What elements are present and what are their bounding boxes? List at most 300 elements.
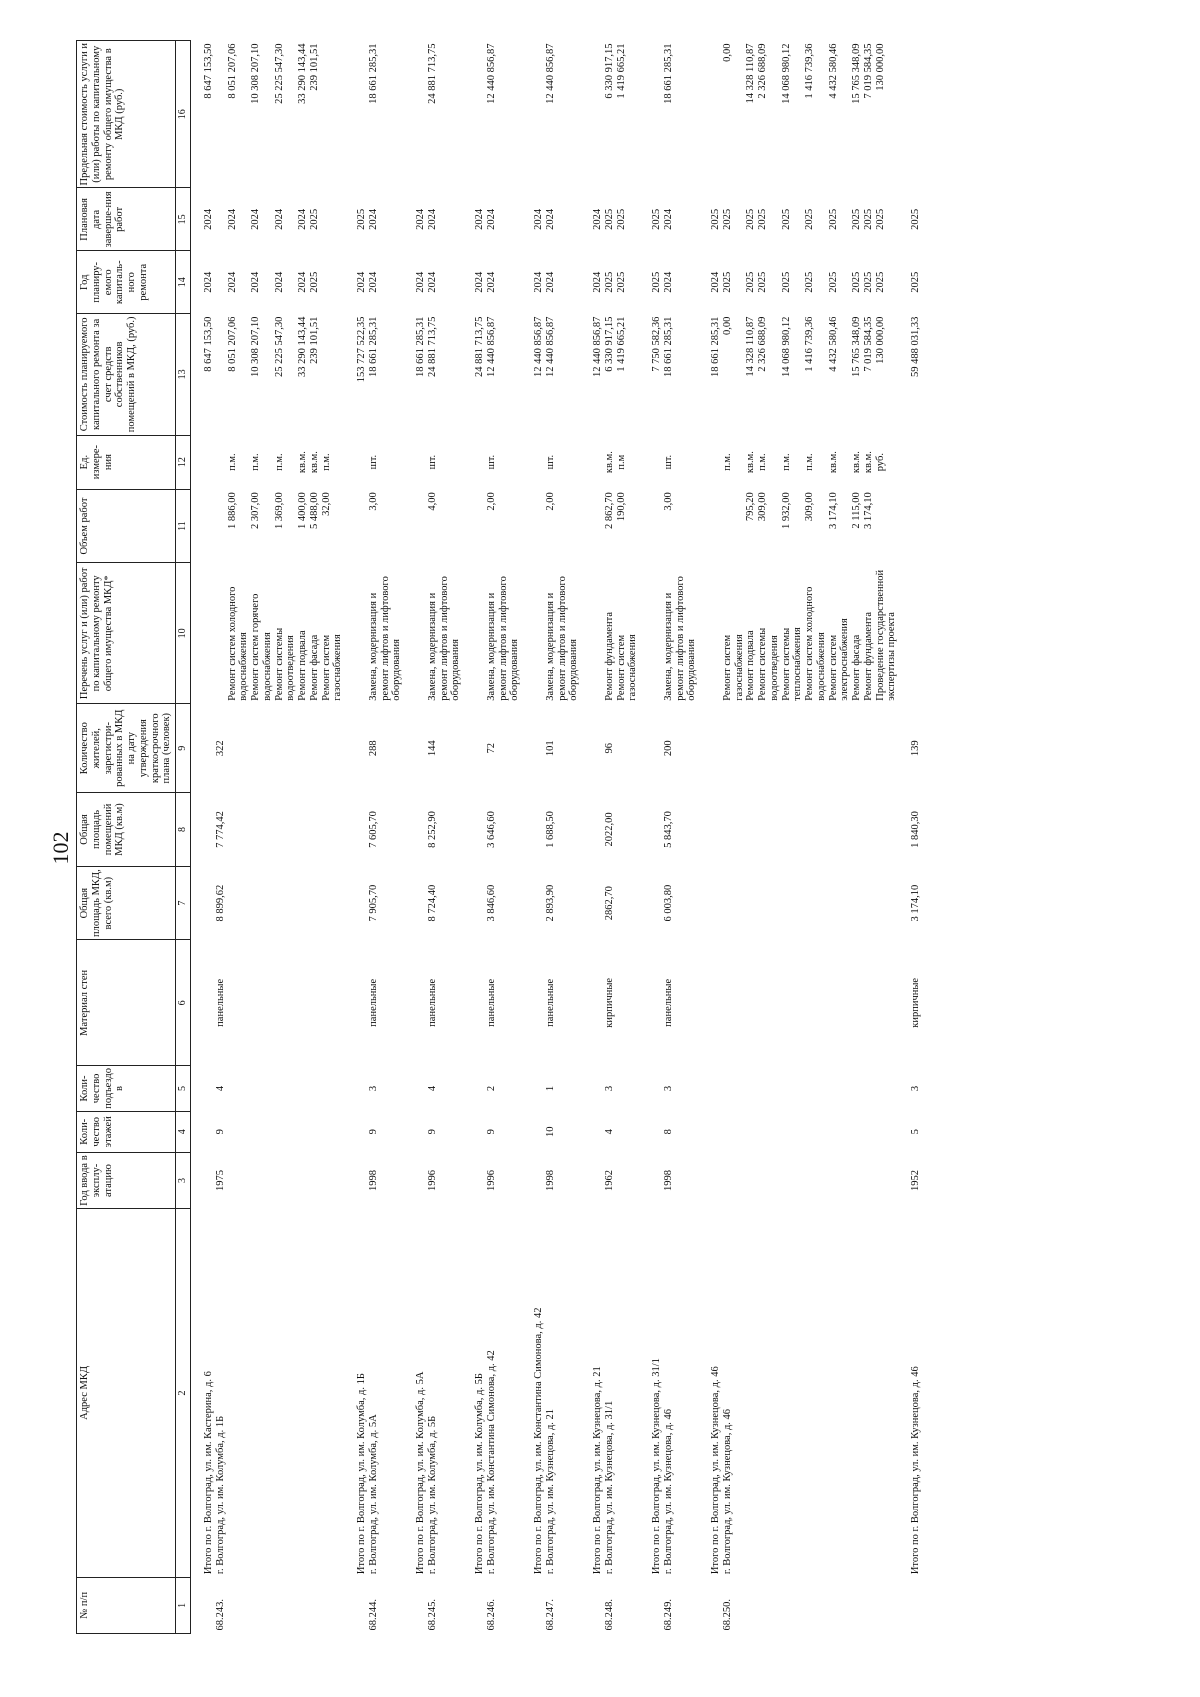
cell-num: 68.244.	[367, 1599, 379, 1631]
cell-area2	[274, 793, 298, 867]
cell-num	[898, 1577, 922, 1633]
cell-addr: г. Волгоград, ул. им. Колумба, д. 1Б	[214, 1415, 226, 1575]
cell-v15: 2024	[662, 208, 674, 230]
cell-unit: кв.м.	[851, 451, 862, 474]
cell-res	[698, 704, 722, 793]
header-col-8: Общая площадь помещений МКД (кв.м)	[77, 793, 176, 867]
column-number-6: 6	[176, 940, 191, 1066]
cell-v14: 2024	[592, 271, 603, 293]
cell-year	[745, 1152, 757, 1208]
cell-res: 96	[603, 742, 615, 754]
cell-year	[191, 1152, 215, 1208]
cell-v14: 2025	[874, 271, 886, 293]
building-row	[427, 41, 462, 1634]
cell-floors: 8	[662, 1129, 674, 1135]
cell-unit: руб.	[874, 453, 886, 472]
column-number-1: 1	[176, 1577, 191, 1633]
cell-entr	[521, 1066, 545, 1112]
work-row	[745, 41, 757, 1634]
cell-v15: 2025	[862, 208, 874, 230]
cell-v14: 2025	[721, 271, 733, 293]
cell-area	[403, 866, 427, 940]
cell-floors	[344, 1111, 368, 1152]
cell-v13: 12 440 856,87	[592, 316, 603, 378]
cell-addr: Итого по г. Волгоград, ул. им. Кастерина, д. 6	[203, 1371, 214, 1575]
work-row	[321, 41, 345, 1634]
cell-unit	[403, 435, 427, 489]
cell-addr: г. Волгоград, ул. им. Кузнецова, д. 46	[662, 1408, 674, 1575]
cell-year	[639, 1152, 663, 1208]
cell-res	[321, 704, 345, 793]
cell-vol	[580, 489, 604, 563]
cell-unit: кв.м.	[745, 451, 757, 474]
cell-vol	[722, 489, 746, 563]
cell-v13: 24 881 713,75	[426, 316, 438, 378]
cell-floors	[403, 1111, 427, 1152]
cell-v14: 2024	[662, 271, 674, 293]
cell-area: 3 846,60	[485, 884, 497, 922]
cell-floors	[851, 1111, 863, 1152]
cell-wall	[580, 940, 604, 1066]
cell-v14: 2025	[603, 271, 615, 293]
cell-v13: 153 727 522,35	[356, 316, 367, 383]
cell-num	[828, 1577, 852, 1633]
work-row	[227, 41, 251, 1634]
cell-area2	[309, 793, 321, 867]
cell-entr	[321, 1066, 345, 1112]
cell-num	[462, 1577, 486, 1633]
cell-res	[828, 704, 852, 793]
cell-v15: 2024	[203, 208, 214, 230]
cell-addr	[321, 1209, 345, 1577]
cell-v16: 15 765 348,09	[851, 43, 862, 104]
cell-work	[462, 563, 486, 704]
cell-v14: 2024	[203, 271, 214, 293]
cell-floors	[828, 1111, 852, 1152]
cell-wall: кирпичные	[603, 977, 615, 1028]
cell-num: 68.246.	[485, 1599, 497, 1631]
cell-v15: 2024	[273, 208, 285, 230]
cell-res	[250, 704, 274, 793]
cell-v15: 2025	[651, 208, 662, 230]
work-row	[828, 41, 852, 1634]
cell-wall	[344, 940, 368, 1066]
cell-entr	[344, 1066, 368, 1112]
cell-work: Замена, модернизация и ремонт лифтов и лифтового оборудования	[662, 576, 698, 701]
cell-vol: 32,00	[320, 492, 332, 516]
column-number-16: 16	[176, 41, 191, 188]
cell-wall: панельные	[662, 978, 674, 1027]
cell-vol: 2 115,00	[851, 492, 862, 529]
column-number-12: 12	[176, 435, 191, 489]
cell-floors	[521, 1111, 545, 1152]
cell-addr: г. Волгоград, ул. им. Кузнецова, д. 46	[721, 1408, 733, 1575]
column-number-14: 14	[176, 251, 191, 314]
cell-v13: 2 326 688,09	[757, 316, 768, 372]
cell-work	[521, 563, 545, 704]
cell-area2	[462, 793, 486, 867]
work-row	[875, 41, 899, 1634]
cell-res	[521, 704, 545, 793]
cell-area	[321, 866, 345, 940]
cell-v13: 10 308 207,10	[250, 316, 261, 378]
cell-area: 3 174,10	[910, 884, 921, 922]
cell-unit	[698, 435, 722, 489]
cell-v13: 239 101,51	[308, 316, 320, 364]
cell-entr	[639, 1066, 663, 1112]
cell-addr: Итого по г. Волгоград, ул. им. Колумба, д. 5А	[415, 1371, 426, 1575]
cell-addr	[757, 1209, 781, 1577]
cell-v13: 7 750 582,36	[651, 316, 662, 372]
cell-v13	[321, 314, 345, 435]
cell-num	[309, 1577, 321, 1633]
cell-area2: 1 840,30	[910, 811, 921, 848]
cell-unit: п.м.	[320, 453, 332, 471]
cell-area	[875, 866, 899, 940]
work-row	[863, 41, 875, 1634]
header-col-6: Материал стен	[77, 940, 176, 1066]
cell-v14: 2024	[485, 271, 497, 293]
cell-v16: 18 661 285,31	[662, 43, 674, 104]
cell-v15	[215, 188, 227, 251]
cell-res	[403, 704, 427, 793]
cell-entr	[781, 1066, 805, 1112]
cell-wall: панельные	[485, 978, 497, 1027]
cell-v16: 14 068 980,12	[780, 43, 792, 104]
cell-num	[851, 1577, 863, 1633]
cell-year	[722, 1152, 746, 1208]
cell-v15: 2024	[485, 208, 497, 230]
cell-floors	[274, 1111, 298, 1152]
cell-area: 8 899,62	[214, 884, 226, 922]
cell-addr	[745, 1209, 757, 1577]
cell-area2	[757, 793, 781, 867]
cell-unit: п.м.	[721, 453, 733, 471]
column-number-9: 9	[176, 704, 191, 793]
cell-area2	[698, 793, 722, 867]
cell-addr: г. Волгоград, ул. им. Колумба, д. 5А	[367, 1414, 379, 1575]
cell-v14: 2025	[757, 271, 768, 293]
cell-v13: 25 225 547,30	[273, 316, 285, 378]
cell-area	[462, 866, 486, 940]
cell-area2: 8 252,90	[426, 811, 438, 848]
cell-addr	[616, 1209, 640, 1577]
cell-v14: 2024	[273, 271, 285, 293]
cell-vol: 309,00	[757, 492, 768, 522]
cell-vol: 3 174,10	[862, 492, 874, 529]
cell-addr: г. Волгоград, ул. им. Кузнецова, д. 21	[544, 1408, 556, 1575]
cell-floors	[227, 1111, 251, 1152]
cell-wall	[274, 940, 298, 1066]
cell-num	[297, 1577, 309, 1633]
cell-addr	[309, 1209, 321, 1577]
cell-v13: 8 051 207,06	[226, 316, 238, 372]
cell-addr	[851, 1209, 863, 1577]
cell-v14: 2025	[780, 271, 792, 293]
cell-floors: 4	[603, 1129, 615, 1135]
cell-entr	[274, 1066, 298, 1112]
cell-v13: 1 416 739,36	[804, 316, 815, 372]
cell-wall	[851, 940, 863, 1066]
cell-v13: 15 765 348,09	[851, 316, 862, 378]
cell-area	[863, 866, 875, 940]
cell-v13: 12 440 856,87	[544, 316, 556, 378]
cell-res	[227, 704, 251, 793]
building-row	[545, 41, 580, 1634]
cell-addr	[250, 1209, 274, 1577]
cell-v14: 2025	[651, 271, 662, 293]
cell-v13: 6 330 917,15	[603, 316, 615, 372]
work-row	[309, 41, 321, 1634]
work-row	[250, 41, 274, 1634]
cell-res	[781, 704, 805, 793]
cell-num: 68.248.	[603, 1599, 615, 1631]
cell-year	[462, 1152, 486, 1208]
cell-res: 139	[910, 740, 921, 757]
cell-num	[403, 1577, 427, 1633]
cell-v15: 2025	[804, 208, 815, 230]
cell-res	[722, 704, 746, 793]
cell-work: Замена, модернизация и ремонт лифтов и лифтового оборудования	[426, 576, 462, 701]
cell-entr	[828, 1066, 852, 1112]
header-col-11: Объем работ	[77, 489, 176, 563]
total-row	[698, 41, 722, 1634]
cell-v16: 8 647 153,50	[203, 43, 214, 99]
cell-addr	[804, 1209, 828, 1577]
cell-unit: п.м.	[226, 453, 238, 471]
cell-v14: 2024	[297, 271, 308, 293]
cell-year	[580, 1152, 604, 1208]
cell-area	[781, 866, 805, 940]
cell-v14: 2024	[426, 271, 438, 293]
cell-entr	[580, 1066, 604, 1112]
cell-unit: п.м.	[757, 453, 768, 471]
cell-v16	[521, 41, 545, 188]
cell-wall	[875, 940, 899, 1066]
work-row	[851, 41, 863, 1634]
cell-area2	[227, 793, 251, 867]
cell-vol	[639, 489, 663, 563]
cell-floors	[639, 1111, 663, 1152]
column-number-3: 3	[176, 1152, 191, 1208]
cell-work: Ремонт подвала	[745, 630, 757, 701]
cell-res	[875, 704, 899, 793]
work-row	[757, 41, 781, 1634]
cell-v16: 239 101,51	[308, 43, 320, 91]
cell-area2: 7 605,70	[367, 811, 379, 848]
total-row	[580, 41, 604, 1634]
cell-entr	[851, 1066, 863, 1112]
cell-entr	[698, 1066, 722, 1112]
cell-unit: п.м.	[780, 453, 792, 471]
cell-v13: 18 661 285,31	[662, 316, 674, 378]
total-row	[191, 41, 215, 1634]
cell-floors: 10	[544, 1126, 556, 1138]
cell-year	[828, 1152, 852, 1208]
cell-wall	[804, 940, 828, 1066]
cell-v16: 1 416 739,36	[804, 43, 815, 99]
cell-v15: 2025	[780, 208, 792, 230]
cell-v15: 2024	[474, 208, 485, 230]
cell-area2: 1 688,50	[544, 811, 556, 848]
cell-v16: 8 051 207,06	[226, 43, 238, 99]
cell-num	[745, 1577, 757, 1633]
cell-unit	[898, 435, 922, 489]
cell-entr	[309, 1066, 321, 1112]
cell-unit: п.м	[615, 454, 627, 470]
cell-work	[639, 563, 663, 704]
cell-v15: 2024	[250, 208, 261, 230]
cell-res	[191, 704, 215, 793]
cell-area	[191, 866, 215, 940]
cell-v14: 2024	[415, 271, 426, 293]
cell-unit: кв.м.	[297, 451, 308, 474]
building-row	[604, 41, 616, 1634]
cell-area2	[828, 793, 852, 867]
cell-v13: 12 440 856,87	[533, 316, 544, 378]
cell-addr	[863, 1209, 875, 1577]
cell-entr: 3	[367, 1085, 379, 1092]
cell-num: 68.245.	[426, 1599, 438, 1631]
cell-area	[344, 866, 368, 940]
cell-wall	[828, 940, 852, 1066]
cell-v13: 7 019 584,35	[862, 316, 874, 372]
column-number-5: 5	[176, 1066, 191, 1112]
cell-addr: г. Волгоград, ул. им. Константина Симонова, д. 42	[485, 1350, 497, 1575]
cell-unit: кв.м.	[603, 451, 615, 474]
cell-entr: 2	[485, 1085, 497, 1092]
cell-area	[745, 866, 757, 940]
cell-v14: 2025	[827, 271, 839, 293]
cell-v16	[344, 41, 368, 188]
cell-year: 1996	[485, 1170, 497, 1192]
cell-area	[757, 866, 781, 940]
cell-wall	[191, 940, 215, 1066]
cell-res	[462, 704, 486, 793]
cell-addr	[274, 1209, 298, 1577]
cell-entr: 1	[544, 1085, 556, 1092]
header-row	[77, 41, 176, 1634]
cell-v16: 1 419 665,21	[615, 43, 627, 99]
cell-work: Ремонт фасада	[308, 634, 320, 701]
cell-wall	[297, 940, 309, 1066]
total-row	[639, 41, 663, 1634]
cell-v13: 14 068 980,12	[780, 316, 792, 378]
cell-v13: 24 881 713,75	[474, 316, 485, 378]
cell-unit	[344, 435, 368, 489]
cell-vol: 2,00	[485, 492, 497, 511]
cell-v15: 2025	[710, 208, 721, 230]
cell-floors	[722, 1111, 746, 1152]
cell-res: 144	[426, 740, 438, 757]
cell-addr	[781, 1209, 805, 1577]
work-row	[274, 41, 298, 1634]
total-row	[521, 41, 545, 1634]
cell-v15: 2025	[874, 208, 886, 230]
cell-v14: 2025	[308, 271, 320, 293]
building-row	[663, 41, 698, 1634]
cell-work: Замена, модернизация и ремонт лифтов и лифтового оборудования	[367, 576, 403, 701]
cell-res: 288	[367, 740, 379, 757]
cell-entr	[403, 1066, 427, 1112]
cell-v15: 2025	[745, 208, 757, 230]
header-col-15: Плановая дата заверше-ния работ	[77, 188, 176, 251]
cell-entr	[722, 1066, 746, 1112]
cell-v15: 2025	[827, 208, 839, 230]
cell-entr: 3	[662, 1085, 674, 1092]
cell-v14	[215, 251, 227, 314]
cell-area	[722, 866, 746, 940]
cell-floors: 5	[910, 1129, 921, 1135]
column-number-15: 15	[176, 188, 191, 251]
cell-area2: 7 774,42	[214, 811, 226, 848]
cell-v16: 24 881 713,75	[426, 43, 438, 104]
cell-wall	[321, 940, 345, 1066]
cell-area: 2862,70	[603, 886, 615, 921]
cell-v15: 2024	[544, 208, 556, 230]
cell-addr: Итого по г. Волгоград, ул. им. Кузнецова, д. 31/1	[651, 1358, 662, 1575]
cell-res	[863, 704, 875, 793]
header-col-2: Адрес МКД	[77, 1209, 176, 1577]
cell-year	[698, 1152, 722, 1208]
cell-v14: 2024	[474, 271, 485, 293]
cell-area2	[804, 793, 828, 867]
cell-floors	[250, 1111, 274, 1152]
cell-v13: 4 432 580,46	[827, 316, 839, 372]
cell-v15: 2025	[356, 208, 367, 230]
cell-year: 1952	[910, 1170, 921, 1192]
cell-v15: 2024	[533, 208, 544, 230]
cell-v14: 2024	[367, 271, 379, 293]
cell-work: Ремонт систем горячего водоснабжения	[250, 593, 273, 701]
cell-floors	[745, 1111, 757, 1152]
cell-entr	[297, 1066, 309, 1112]
cell-v14: 2024	[533, 271, 544, 293]
cell-unit	[580, 435, 604, 489]
cell-vol: 190,00	[615, 492, 627, 522]
cell-entr: 3	[603, 1085, 615, 1092]
cell-year	[250, 1152, 274, 1208]
header-col-16: Предельная стоимость услуги и (или) работы по капитальному ремонту общего имущества в МКД (руб.)	[77, 41, 176, 188]
cell-year	[274, 1152, 298, 1208]
cell-area	[698, 866, 722, 940]
cell-year	[521, 1152, 545, 1208]
cell-v14: 2024	[250, 271, 261, 293]
cell-num	[616, 1577, 640, 1633]
cell-v14: 2025	[851, 271, 862, 293]
cell-v16: 25 225 547,30	[273, 43, 285, 104]
cell-v13: 33 290 143,44	[297, 316, 308, 378]
cell-v14: 2025	[804, 271, 815, 293]
cell-wall	[521, 940, 545, 1066]
cell-year	[227, 1152, 251, 1208]
cell-wall	[698, 940, 722, 1066]
cell-v15: 2025	[603, 208, 615, 230]
column-number-7: 7	[176, 866, 191, 940]
total-row	[344, 41, 368, 1634]
page-number: 102	[48, 831, 73, 865]
cell-num	[698, 1577, 722, 1633]
cell-vol	[898, 489, 922, 563]
cell-unit: кв.м.	[827, 451, 839, 474]
cell-area	[804, 866, 828, 940]
cell-work	[191, 563, 215, 704]
cell-area2	[863, 793, 875, 867]
cell-num: 68.250.	[721, 1599, 733, 1631]
cell-addr	[227, 1209, 251, 1577]
cell-floors	[698, 1111, 722, 1152]
cell-v14: 2025	[615, 271, 627, 293]
